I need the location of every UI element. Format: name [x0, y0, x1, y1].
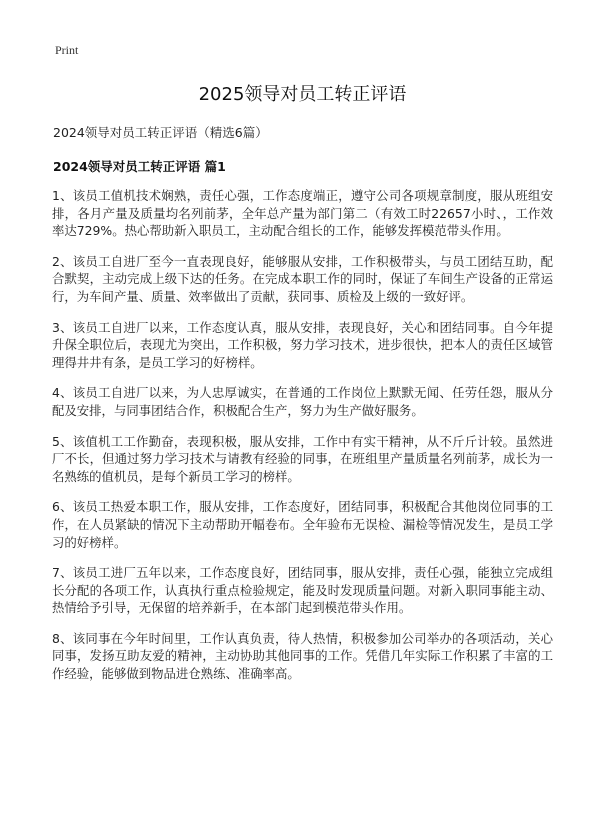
paragraph-6: 6、该员工热爱本职工作，服从安排，工作态度好，团结同事，积极配合其他岗位同事的工作，在人员紧缺的情况下主动帮助开幅卷布。全年验布无误检、漏检等情况发生，是员工学习的好榜样。 [52, 499, 553, 550]
paragraph-4: 4、该员工自进厂以来，为人忠厚诚实，在普通的工作岗位上默默无闻、任劳任怨，服从分配及安排，与同事团结合作，积极配合生产，努力为生产做好服务。 [52, 385, 553, 418]
document-title: 2025领导对员工转正评语 [198, 84, 407, 105]
paragraph-list [52, 187, 553, 683]
document-subtitle: 2024领导对员工转正评语（精选6篇） [53, 125, 268, 140]
paragraph-2: 2、该员工自进厂至今一直表现良好，能够服从安排，工作积极带头，与员工团结互助，配合默契，主动完成上级下达的任务。在完成本职工作的同时，保证了车间生产设备的正常运行，为车间产量、质量、效率做出了贡献，获同事、质检及上级的一致好评。 [52, 253, 553, 304]
paragraph-8: 8、该同事在今年时间里，工作认真负责，待人热情，积极参加公司举办的各项活动，关心同事，发扬互助友爱的精神，主动协助其他同事的工作。凭借几年实际工作积累了丰富的工作经验，能够做到物品进仓熟练、准确率高。 [52, 630, 553, 682]
paragraph-1: 1、该员工值机技术娴熟，责任心强，工作态度端正，遵守公司各项规章制度，服从班组安排，各月产量及质量均名列前茅，全年总产量为部门第二（有效工时22657小时、，工作效率达729%。热心帮助新入职员工，主动配合组长的工作，能够发挥模范带头作用。 [52, 188, 553, 239]
paragraph-7: 7、该员工进厂五年以来，工作态度良好，团结同事，服从安排，责任心强，能独立完成组长分配的各项工作，认真执行重点检验规定，能及时发现质量问题。对新入职同事能主动、热情给予引导，无保留的培养新手，在本部门起到模范带头作用。 [52, 565, 553, 616]
paragraph-5: 5、该值机工工作勤奋，表现积极，服从安排，工作中有实干精神，从不斤斤计较。虽然进厂不长，但通过努力学习技术与请教有经验的同事，在班组里产量质量名列前茅，成长为一名熟练的值机员，是每个新员工学习的榜样。 [52, 433, 553, 484]
paragraph-3: 3、该员工自进厂以来，工作态度认真，服从安排，表现良好，关心和团结同事。自今年提升保全职位后，表现尤为突出，工作积极，努力学习技术，进步很快，把本人的责任区域管理得井井有条，是员工学习的好榜样。 [52, 319, 553, 370]
section-heading: 2024领导对员工转正评语 篇1 [53, 159, 226, 174]
print-link[interactable]: Print [55, 43, 79, 57]
